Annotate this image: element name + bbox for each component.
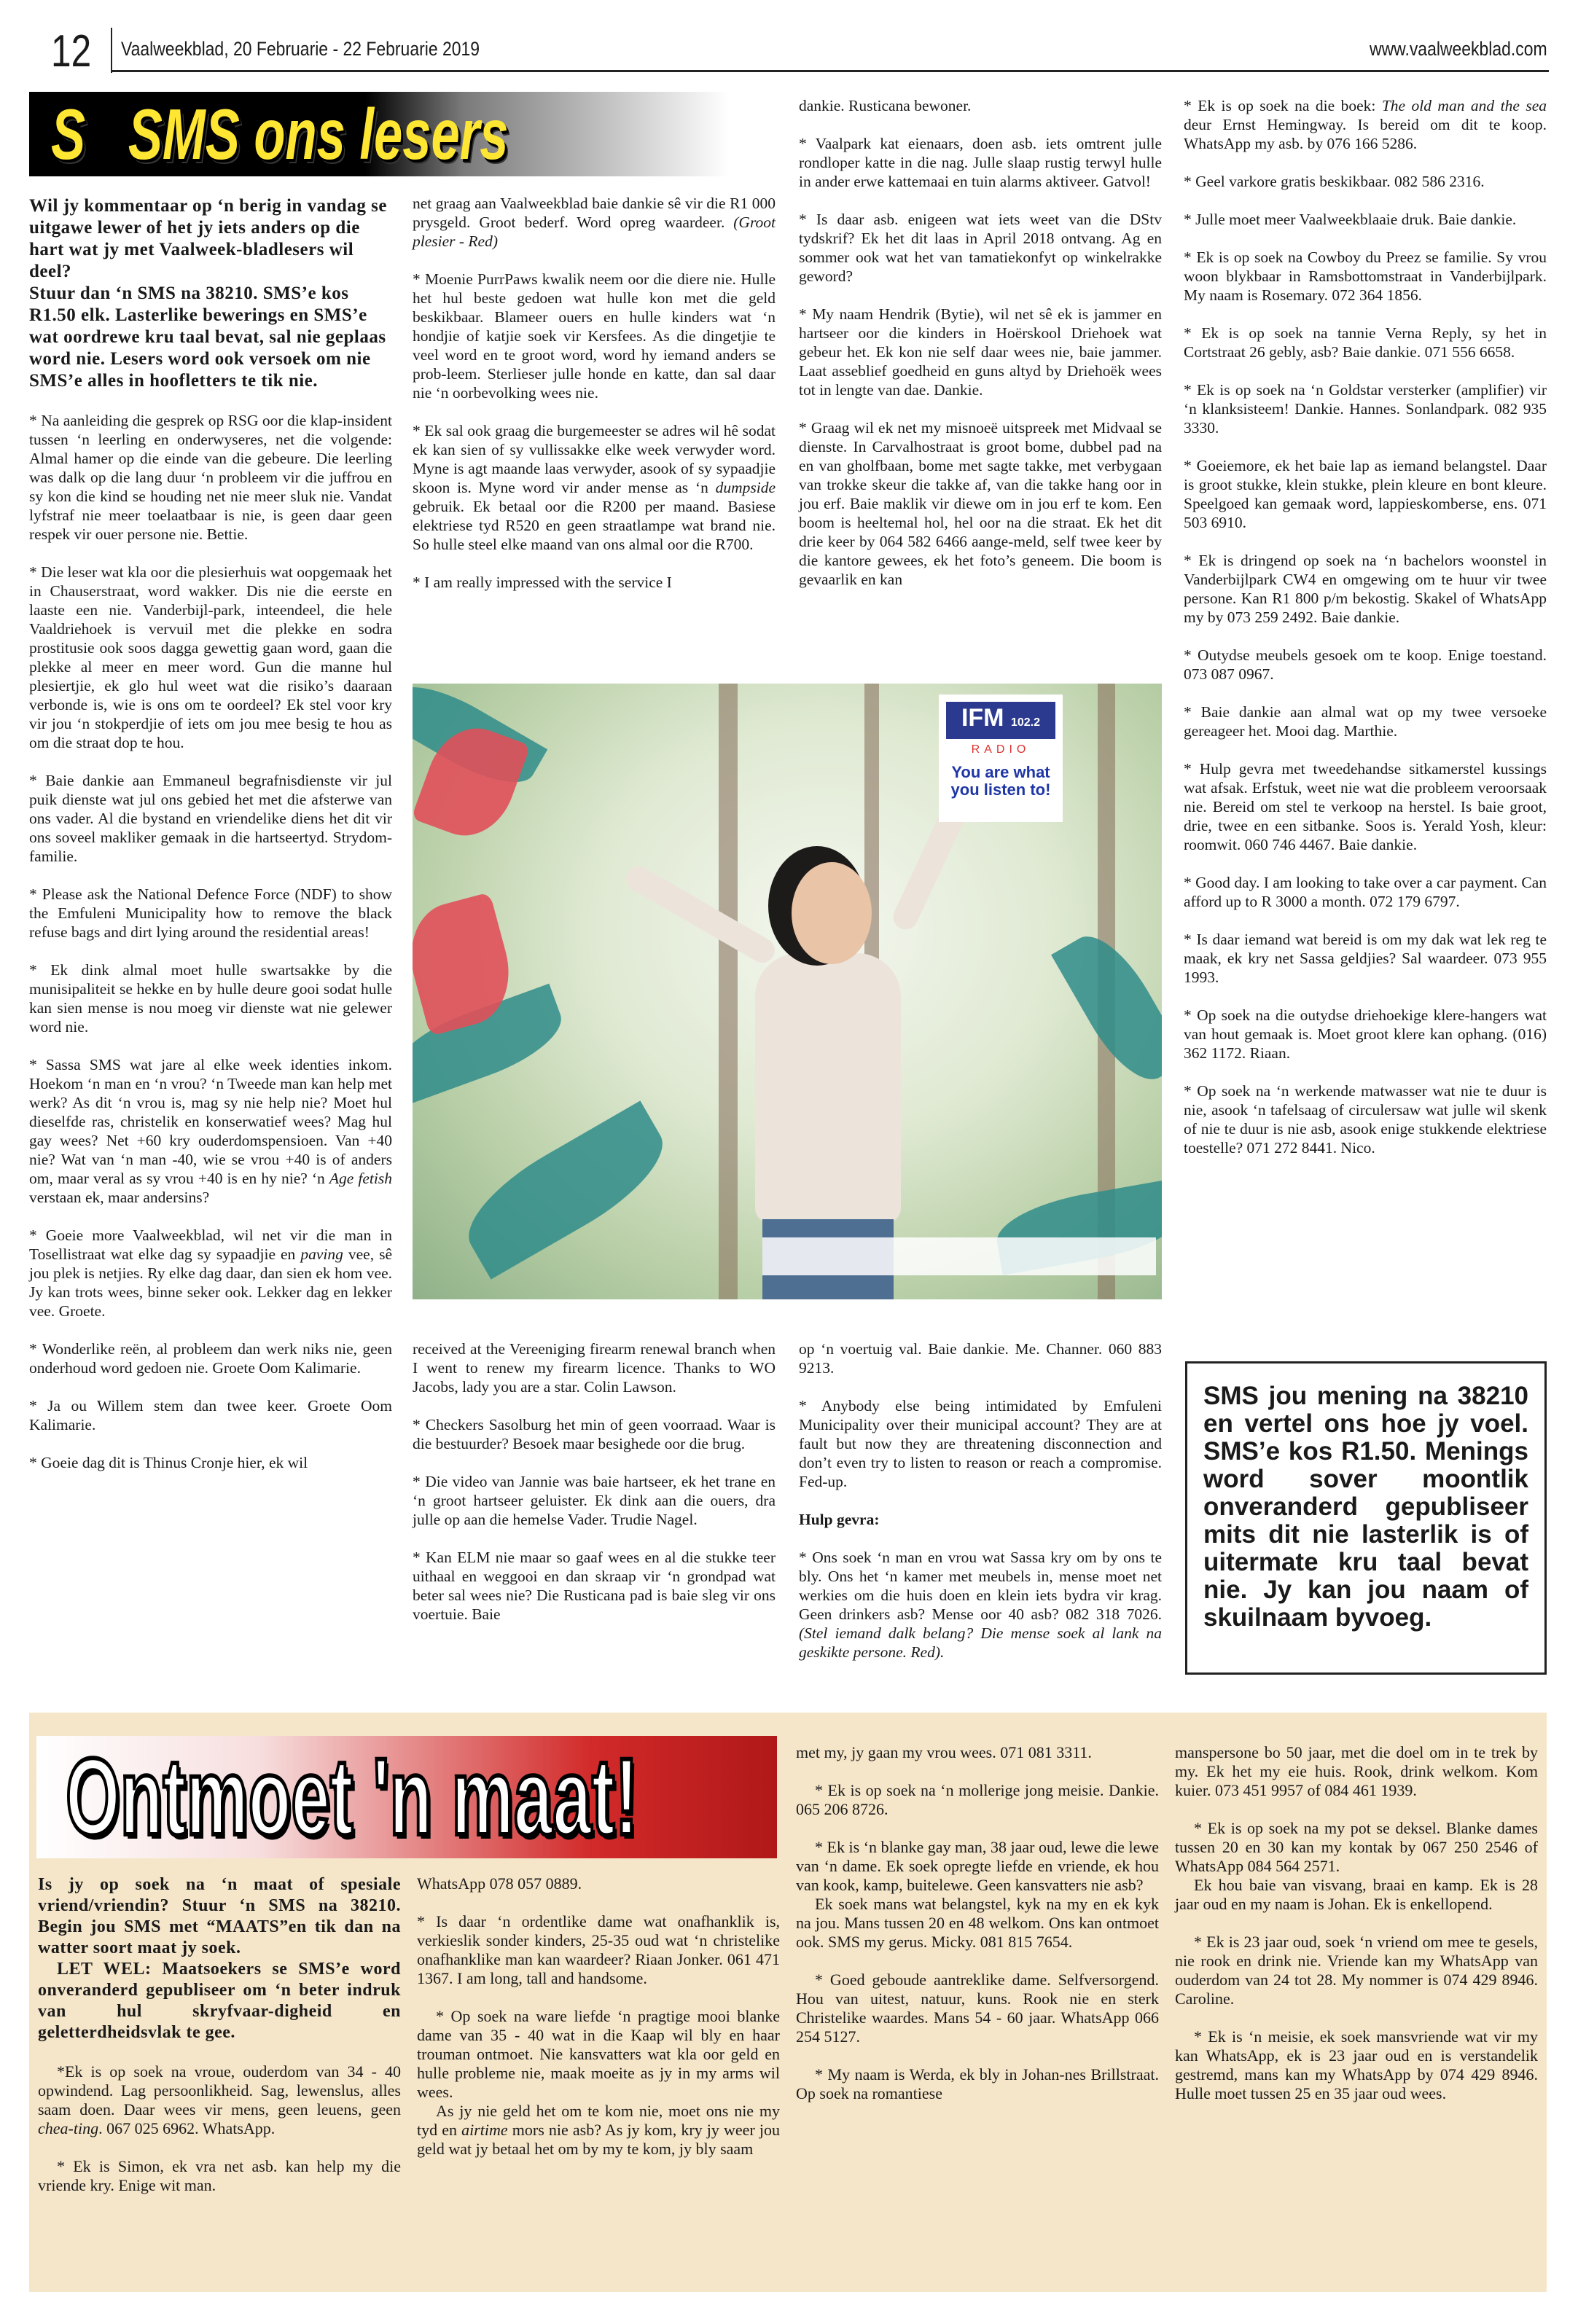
website-link[interactable]: www.vaalweekblad.com	[1370, 38, 1547, 60]
message-text: mors nie asb? As jy kom, kry jy weer jou geld wat jy betaal het om by my te kom, jy bly saam	[417, 2121, 780, 2158]
message-text: * Ja ou Willem stem dan twee keer. Groete Oom Kalimarie.	[29, 1397, 392, 1433]
message-text: * Moenie PurrPaws kwalik neem oor die diere nie. Hulle het hul beste gedoen wat hulle kon met die geld beskikbaar. Blameer ouers en hulle kinders wat ‘n hondjie of katjie soek vir Kersfees. As die dingetjie te veel word en te groot word, word hy iemand anders se prob-leem. Sterlieser julle honde en katte, dan sal daar nie ‘n oorbevolking wees nie.	[413, 270, 776, 402]
radio-advertisement[interactable]	[413, 684, 1162, 1299]
message-text: . 067 025 6962. WhatsApp.	[98, 2119, 276, 2137]
message-text: * Ek sal ook graag die burgemeester se adres wil hê sodat ek kan sien of sy vullissakke elke week verwyder word. Myne is agt maande laas verwyder, asook of sy sypaadjie skoon is. Myne word vir ander mense as ‘n	[413, 422, 776, 496]
message-list	[417, 1874, 780, 2159]
message-item	[413, 270, 776, 402]
message-text: verstaan ek, maar andersins?	[29, 1189, 210, 1206]
message-item	[799, 1339, 1162, 1377]
message-item	[1184, 759, 1547, 854]
frequency-text: 102.2	[1010, 716, 1041, 729]
message-text: * Julle moet meer Vaalweekblaaie druk. Baie dankie.	[1184, 211, 1517, 228]
sms-column-2-bottom	[413, 1339, 776, 1643]
message-item	[1175, 1819, 1538, 1876]
sms-column-1	[29, 195, 392, 1491]
message-item	[413, 421, 776, 554]
message-item	[29, 1339, 392, 1377]
message-text: * Is daar ‘n ordentlike dame wat onafhanklik is, verkieslik sonder kinders, 25-35 oud wat ‘n christelike onafhanklike man kan waardeer? Riaan Jonker. 061 471 1367. I am long, tall and handsome.	[417, 1912, 780, 1987]
message-item	[413, 1472, 776, 1529]
message-item	[417, 1912, 780, 1988]
message-text: * Die leser wat kla oor die plesierhuis wat oopgemaak het in Chauserstraat, word wakker. Dis nie die eerste en laaste een nie. Vanderbijl-park, inteendeel, die hele Vaaldriehoek is vervuil met die plekke en sodra prostitusie ook soos dagga gewettig gaan word, gaan die plekke al meer en meer word. Gun die manne hul plesiertjie, ek glo hul weet wat die risiko’s daaraan verbonde is, wie is ons om te oordeel? Ek stel voor kry vir jou ‘n stokperdjie of iets om jou mee besig te hou as om die straat dop te hou.	[29, 563, 392, 751]
message-text: * I am really impressed with the service I	[413, 574, 672, 591]
message-item	[29, 960, 392, 1036]
message-text: * Ons soek ‘n man en vrou wat Sassa kry om by ons te bly. Ons het ‘n kamer met meubels in, mense moet net werkies om die huis doen en klein iets bydra vir krag. Geen drinkers asb? Mense oor 40 asb? 082 318 7026.	[799, 1549, 1162, 1623]
message-item	[1184, 873, 1547, 911]
message-item	[1184, 210, 1547, 229]
logo-text: IFM	[961, 704, 1004, 732]
message-text: * Ek is ‘n blanke gay man, 38 jaar oud, lewe die lewe van ‘n dame. Ek soek opregte liefde en vriende, ek hou van kook, kamp, buitelewe. Geen kansvatters nie asb?	[796, 1838, 1159, 1894]
header-rule	[112, 70, 1549, 72]
message-text: * Ek is op soek na Cowboy du Preez se familie. Sy vrou woon blykbaar in Ramsbottomstraat in Vanderbijlpark. My naam is Rosemary. 072 364 1856.	[1184, 249, 1547, 304]
sms-column-4	[1184, 96, 1547, 1176]
ifm-logo	[946, 702, 1055, 739]
message-text: * Good day. I am looking to take over a car payment. Can afford up to R 3000 a month. 072 179 6797.	[1184, 874, 1547, 910]
message-item	[796, 1971, 1159, 2046]
italic-text: paving	[300, 1245, 343, 1263]
message-list	[38, 2062, 401, 2195]
message-list	[799, 1339, 1162, 1662]
message-item	[796, 1781, 1159, 1819]
sms-column-2-top	[413, 194, 776, 611]
message-text: * Ek is 23 jaar oud, soek ‘n vriend om mee te gesels, nie rook en drink nie. Vriende kan my WhatsApp van ouderdom van 24 tot 28. My nommer is 074 429 8946. Caroline.	[1175, 1933, 1538, 2008]
message-text: * Checkers Sasolburg het min of geen voorraad. Waar is die bestuurder? Besoek maar besighede oor die brug.	[413, 1416, 776, 1452]
message-text: * Outydse meubels gesoek om te koop. Enige toestand. 073 087 0967.	[1184, 646, 1547, 683]
message-item	[417, 2102, 780, 2159]
message-item	[413, 1415, 776, 1453]
message-item	[29, 1226, 392, 1321]
message-item	[799, 418, 1162, 589]
message-item	[1175, 1933, 1538, 2008]
message-text: * Wonderlike reën, al probleem dan werk niks nie, geen onderhoud word gedoen nie. Groete Oom Kalimarie.	[29, 1340, 392, 1377]
maat-section-banner	[36, 1736, 777, 1858]
message-item	[413, 194, 776, 251]
message-text: *Ek is op soek na vroue, ouderdom van 34 - 40 opwindend. Lag persoonlikheid. Sag, lewenslus, alles saam doen. Daar wees vir mens, geen leuens, geen	[38, 2062, 401, 2118]
message-text: * Graag wil ek net my misnoeë uitspreek met Midvaal se dienste. In Carvalhostraat is groot bome, dubbel pad na en van gholfbaan, bome met sagte takke, met verbygaan van trokke skeur die takke af, van die takke hang oor in jou erf. Baie maklik vir diewe om in jou erf te kom. Een boom is heeltemal hol, hel oor na die straat. Ek het dit drie keer by 064 582 6466 aange-meld, self twee keer by die kantore gewees, ek het foto’s geneem. Die boom is gevaarlik en kan	[799, 419, 1162, 588]
maat-intro-note: LET WEL: Maatsoekers se SMS’e word onveranderd gepubliseer om ‘n beter indruk van hul skryfvaar-digheid en geletterdheidsvlak te gee.	[38, 1960, 401, 2042]
maat-intro	[38, 1874, 401, 2043]
message-item	[413, 1548, 776, 1624]
message-text: vee, sê jou plek is netjies. Ry elke dag daar, dan sien ek hom vee. Jy kan trots wees, binne seker ook. Lekker dag en lekker vee. Groete.	[29, 1245, 392, 1320]
message-list	[1175, 1743, 1538, 2103]
message-item	[29, 885, 392, 942]
message-text: * Goed geboude aantreklike dame. Selfversorgend. Hou van uitest, natuur, kuns. Rook nie en sterk Christelike waardes. Mans 54 - 60 jaar. WhatsApp 066 254 5127.	[796, 1971, 1159, 2046]
tree-trunk	[719, 684, 738, 1299]
message-item	[799, 210, 1162, 286]
message-item	[417, 2007, 780, 2102]
header-divider	[111, 28, 112, 73]
message-text: * Op soek na ‘n werkende matwasser wat nie te duur is nie, asook ‘n tafelsaag of circulersaw wat julle wil skenk of nie te duur is nie asb, asook enige stukkende elektriese toestelle? 071 272 8441. Nico.	[1184, 1082, 1547, 1157]
sms-intro-question: Wil jy kommentaar op ‘n berig in vandag se uitgawe lewer of het jy iets anders op die hart wat jy met Vaalweek-bladlesers wil deel?	[29, 196, 387, 281]
maat-section-title: Ontmoet 'n maat!	[66, 1735, 638, 1858]
message-item	[29, 411, 392, 544]
sms-section-banner	[29, 92, 729, 176]
message-list	[29, 411, 392, 1472]
italic-text: Age fetish	[329, 1170, 392, 1187]
sms-intro-instructions: Stuur dan ‘n SMS na 38210. SMS’e kos R1.50 elk. Lasterlike bewerings en SMS’e wat oordrewe kru taal bevat, sal nie geplaas word nie. Lesers word ook versoek om nie SMS’e alles in hoofletters te tik nie.	[29, 283, 386, 391]
message-item	[413, 1339, 776, 1396]
message-item	[799, 1510, 1162, 1529]
message-item	[1184, 456, 1547, 532]
italic-text: (Stel iemand dalk belang? Die mense soek al lank na geskikte persone. Red).	[799, 1624, 1162, 1661]
message-item	[1184, 703, 1547, 740]
sms-intro	[29, 195, 392, 392]
message-item	[1184, 172, 1547, 191]
message-text: * Ek dink almal moet hulle swartsakke by die munisipaliteit se hekke en by hulle deure gooi sodat hulle kan sien mense is nou moeg vir dienste wat nie gelewer word nie.	[29, 961, 392, 1036]
message-text: * Kan ELM nie maar so gaaf wees en al die stukke teer uithaal en weggooi en dan skraap vir ‘n grondpad wat beter sal wees nie? Die Rusticana pad is baie sleg vir ons voertuie. Baie	[413, 1549, 776, 1623]
message-item	[799, 1548, 1162, 1662]
message-text: * Ek is ‘n meisie, ek soek mansvriende wat vir my kan WhatsApp, ek is 23 jaar oud en is verstandelik gestremd, mans kan my WhatsApp by 074 429 8946. Hulle moet tussen 25 en 35 jaar oud wees.	[1175, 2027, 1538, 2102]
message-item	[29, 1453, 392, 1472]
sms-info-box: SMS jou mening na 38210 en vertel ons hoe jy voel. SMS’e kos R1.50. Menings word sover moontlik onveranderd gepubliseer mits dit nie lasterlik is of uitermate kru taal bevat nie. Jy kan jou naam of skuilnaam byvoeg.	[1185, 1361, 1547, 1675]
message-text: * Geel varkore gratis beskikbaar. 082 586 2316.	[1184, 173, 1485, 190]
message-item	[38, 2157, 401, 2195]
message-text: * Ek is op soek na die boek:	[1184, 97, 1382, 114]
maat-column-2	[417, 1874, 780, 2178]
woman-head	[792, 862, 872, 964]
message-item	[1175, 2027, 1538, 2103]
page-number: 12	[51, 26, 92, 77]
maat-column-3	[796, 1743, 1159, 2122]
message-text: op ‘n voertuig val. Baie dankie. Me. Channer. 060 883 9213.	[799, 1340, 1162, 1377]
radio-logo	[939, 695, 1063, 822]
message-item	[29, 1055, 392, 1207]
message-item	[38, 2062, 401, 2138]
message-item	[417, 1874, 780, 1893]
message-text: As jy nie geld het om te kom nie, moet ons nie my tyd en	[417, 2102, 780, 2139]
message-item	[799, 305, 1162, 399]
message-text: * Anybody else being intimidated by Emfuleni Municipality over their municipal account? They are at fault but now they are threatening disconnection and don’t even try to listen to reason or reach a compromise. Fed-up.	[799, 1397, 1162, 1490]
message-text: deur Ernst Hemingway. Is bereid om dit te koop. WhatsApp my asb. by 076 166 5286.	[1184, 116, 1547, 152]
message-text: * Op soek na die outydse driehoekige klere-hangers wat van hout gemaak is. Moet groot klere kan ophang. (016) 362 1172. Riaan.	[1184, 1006, 1547, 1062]
italic-text: The old man and the sea	[1381, 97, 1547, 114]
message-item	[1175, 1743, 1538, 1800]
message-list	[796, 1743, 1159, 2103]
message-item	[1184, 1081, 1547, 1157]
message-text: * Hulp gevra met tweedehandse sitkamerstel kussings wat afsak. Erfstuk, weet nie wat die probleem veroorsaak nie. Bereid om stel te verkoop na herstel. Is baie groot, drie, twee en een sitbanke. Soos is. Yerald Yosh, kleur: roomwit. 060 746 4467. Baie dankie.	[1184, 760, 1547, 853]
message-item	[1175, 1876, 1538, 1914]
message-text: * Ek is op soek na ‘n Goldstar versterker (amplifier) vir ‘n klanksisteem! Dankie. Hannes. Sonlandpark. 082 935 3330.	[1184, 381, 1547, 437]
maat-column-1	[38, 1874, 401, 2214]
message-text: Ek soek mans wat belangstel, kyk na my en ek kyk na jou. Mans tussen 20 en 48 welkom. Ons kan ontmoet ook. SMS my gerus. Micky. 081 815 7654.	[796, 1895, 1159, 1951]
message-text: * My naam is Werda, ek bly in Johan-nes Brillstraat. Op soek na romantiese	[796, 2065, 1159, 2102]
message-text: dankie. Rusticana bewoner.	[799, 97, 972, 114]
woman-figure	[755, 953, 901, 1223]
message-item	[796, 2065, 1159, 2103]
message-text: * Ek is dringend op soek na ‘n bachelors woonstel in Vanderbijlpark CW4 en omgewing om te huur vir twee persone. Kan R1 800 p/m bekostig. Skakel of WhatsApp my by 073 259 2492. Baie dankie.	[1184, 552, 1547, 626]
message-text: * Please ask the National Defence Force (NDF) to show the Emfuleni Municipality how to remove the black refuse bags and dirt lying around the residential areas!	[29, 885, 392, 941]
message-item	[796, 1838, 1159, 1895]
message-item	[29, 1396, 392, 1434]
message-item	[799, 96, 1162, 115]
woman-arm	[622, 862, 779, 967]
subheading: Hulp gevra:	[799, 1511, 880, 1528]
message-text: * Op soek na ware liefde ‘n pragtige mooi blanke dame van 35 - 40 wat in die Kaap wil bly en haar trouman ontmoet. Nie kansvatters wat kla oor geld en hulle probleme nie, maak moeite as jy in my arms wil wees.	[417, 2007, 780, 2101]
message-text: Ek hou baie van visvang, braai en kamp. Ek is 28 jaar oud en my naam is Johan. Ek is enkellopend.	[1175, 1876, 1538, 1913]
radio-label: RADIO	[971, 743, 1031, 756]
maat-column-4	[1175, 1743, 1538, 2122]
message-text: * Na aanleiding die gesprek op RSG oor die klap-insident tussen ‘n leerling en onderwyseres, net die volgende: Almal hamer op die einde van die gebeure. Die leerling was dalk op die lang duur ‘n probleem vir die juffrou en sy kon die kind se houding net nie meer sluk nie. Vandat lyfstraf nie meer toelaatbaar is nie, is geen daar geen respek vir ouer persone nie. Bettie.	[29, 412, 392, 543]
message-item	[1184, 96, 1547, 153]
message-text: * Goeiemore, ek het baie lap as iemand belangstel. Daar is groot stukke, klein stukke, plein kleure en bont kleure. Speelgoed kan gemaak word, lappieskomberse, ens. 071 503 6910.	[1184, 457, 1547, 531]
message-item	[413, 573, 776, 592]
publication-date: Vaalweekblad, 20 Februarie - 22 Februarie 2019	[121, 38, 480, 60]
message-item	[799, 1396, 1162, 1491]
sms-column-3-top	[799, 96, 1162, 608]
message-list	[1184, 96, 1547, 1157]
palm-leaf	[451, 1100, 681, 1279]
message-item	[1184, 248, 1547, 305]
message-text: * Vaalpark kat eienaars, doen asb. iets omtrent julle rondloper katte in die nag. Julle slaap rustig terwyl hulle in ander erwe kattemaai en tuin alarms aktiveer. Gatvol!	[799, 135, 1162, 190]
message-text: * Ek is Simon, ek vra net asb. kan help my die vriende kry. Enige wit man.	[38, 2157, 401, 2194]
message-text: * Is daar iemand wat bereid is om my dak wat lek reg te maak, ek kry net Sassa geldjies? Sal waardeer. 073 955 1993.	[1184, 931, 1547, 986]
maat-intro-question: Is jy op soek na ‘n maat of spesiale vriend/vriendin? Stuur ‘n SMS na 38210. Begin jou SMS met “MAATS”en tik dan na watter soort maat jy soek.	[38, 1875, 401, 1957]
message-item	[796, 1895, 1159, 1952]
message-text: gebruik. Ek betaal oor die R200 per maand. Basiese elektriese tyd R520 en geen straatlampe wat brand nie. So hulle steel elke maand van ons almal oor die R700.	[413, 498, 776, 553]
italic-text: chea-ting	[38, 2119, 99, 2137]
italic-text: (Groot plesier - Red)	[413, 214, 776, 250]
message-item	[1184, 646, 1547, 684]
message-list	[413, 1339, 776, 1624]
sms-column-3-bottom	[799, 1339, 1162, 1681]
message-text: * Goeie more Vaalweekblad, wil net vir die man in Tosellistraat wat elke dag sy sypaadjie en	[29, 1226, 392, 1263]
message-list	[799, 96, 1162, 589]
message-text: met my, jy gaan my vrou wees. 071 081 3311.	[796, 1743, 1092, 1761]
message-item	[29, 563, 392, 752]
message-text: * Baie dankie aan almal wat op my twee versoeke gereageer het. Mooi dag. Marthie.	[1184, 703, 1547, 740]
italic-text: dumpside	[715, 479, 776, 496]
message-text: received at the Vereeniging firearm renewal branch when I went to renew my firearm licence. Thanks to WO Jacobs, lady you are a star. Colin Lawson.	[413, 1340, 776, 1396]
ad-slogan: You are what you listen to!	[950, 763, 1051, 799]
italic-text: airtime	[461, 2121, 508, 2139]
message-item	[1184, 380, 1547, 437]
message-item	[1184, 930, 1547, 987]
sms-section-title: S SMS ons lesers	[51, 94, 509, 174]
message-text: * Ek is op soek na ‘n mollerige jong meisie. Dankie. 065 206 8726.	[796, 1781, 1159, 1818]
message-text: * Goeie dag dit is Thinus Cronje hier, ek wil	[29, 1454, 308, 1471]
message-text: net graag aan Vaalweekblad baie dankie sê vir die R1 000 prysgeld. Groot bederf. Word opreg waardeer.	[413, 195, 776, 231]
message-list	[413, 194, 776, 592]
message-item	[796, 1743, 1159, 1762]
message-text: manspersone bo 50 jaar, met die doel om in te trek by my. Ek het my eie huis. Rook, drink welkom. Kom kuier. 073 451 9957 of 084 461 1939.	[1175, 1743, 1538, 1799]
message-item	[799, 134, 1162, 191]
message-text: * Sassa SMS wat jare al elke week identies inkom. Hoekom ‘n man en ‘n vrou? ‘n Tweede man kan help met werk? As dit ‘n vrou is, mag sy nie help nie? Moet hul dieselfde ras, christelik en konserwatief wees? Mag hul gay wees? Net +60 kry ouderdomspensioen. Van +40 nie? Wat van ‘n man -40, wie se vrou +40 is of anders om, maar veral as sy vrou +40 is en hy nie? ‘n	[29, 1056, 392, 1187]
message-item	[1184, 551, 1547, 627]
message-text: * Is daar asb. enigeen wat iets weet van die DStv tydskrif? Ek het dit laas in April 2018 ontvang. Ag en sommer ook wat het van tamatiekonfyt op winkelrakke geword?	[799, 211, 1162, 285]
message-text: * Ek is op soek na tannie Verna Reply, sy het in Cortstraat 26 gebly, asb? Baie dankie. 071 556 6658.	[1184, 324, 1547, 361]
message-text: * My naam Hendrik (Bytie), wil net sê ek is jammer en hartseer oor die kinders in Hoërskool Driehoek wat gebeur het. Ek kon nie self daar wees nie, baie jammer. Laat asseblief goedheid en guns altyd by Driehoëk wees tot in lengte van dae. Dankie.	[799, 305, 1162, 399]
message-text: * Die video van Jannie was baie hartseer, ek het trane en ‘n groot hartseer geluister. Ek dink aan die ouers, dra julle op aan die hemelse Vader. Trudie Nagel.	[413, 1473, 776, 1528]
message-text: * Ek is op soek na my pot se deksel. Blanke dames tussen 20 en 30 kan my kontak by 067 250 2546 of WhatsApp 084 564 2571.	[1175, 1819, 1538, 1875]
message-item	[1184, 1006, 1547, 1063]
message-text: * Baie dankie aan Emmaneul begrafnisdienste vir jul puik dienste wat jul ons gebied het met die afsterwe van ons vader. Al die bystand en vriendelike diens het dit vir ons soveel makliker gemaak in die hartseertyd. Strydom-familie.	[29, 772, 392, 865]
message-item	[1184, 324, 1547, 361]
message-item	[29, 771, 392, 866]
message-text: WhatsApp 078 057 0889.	[417, 1874, 582, 1893]
ad-contact-strip	[762, 1237, 1156, 1275]
